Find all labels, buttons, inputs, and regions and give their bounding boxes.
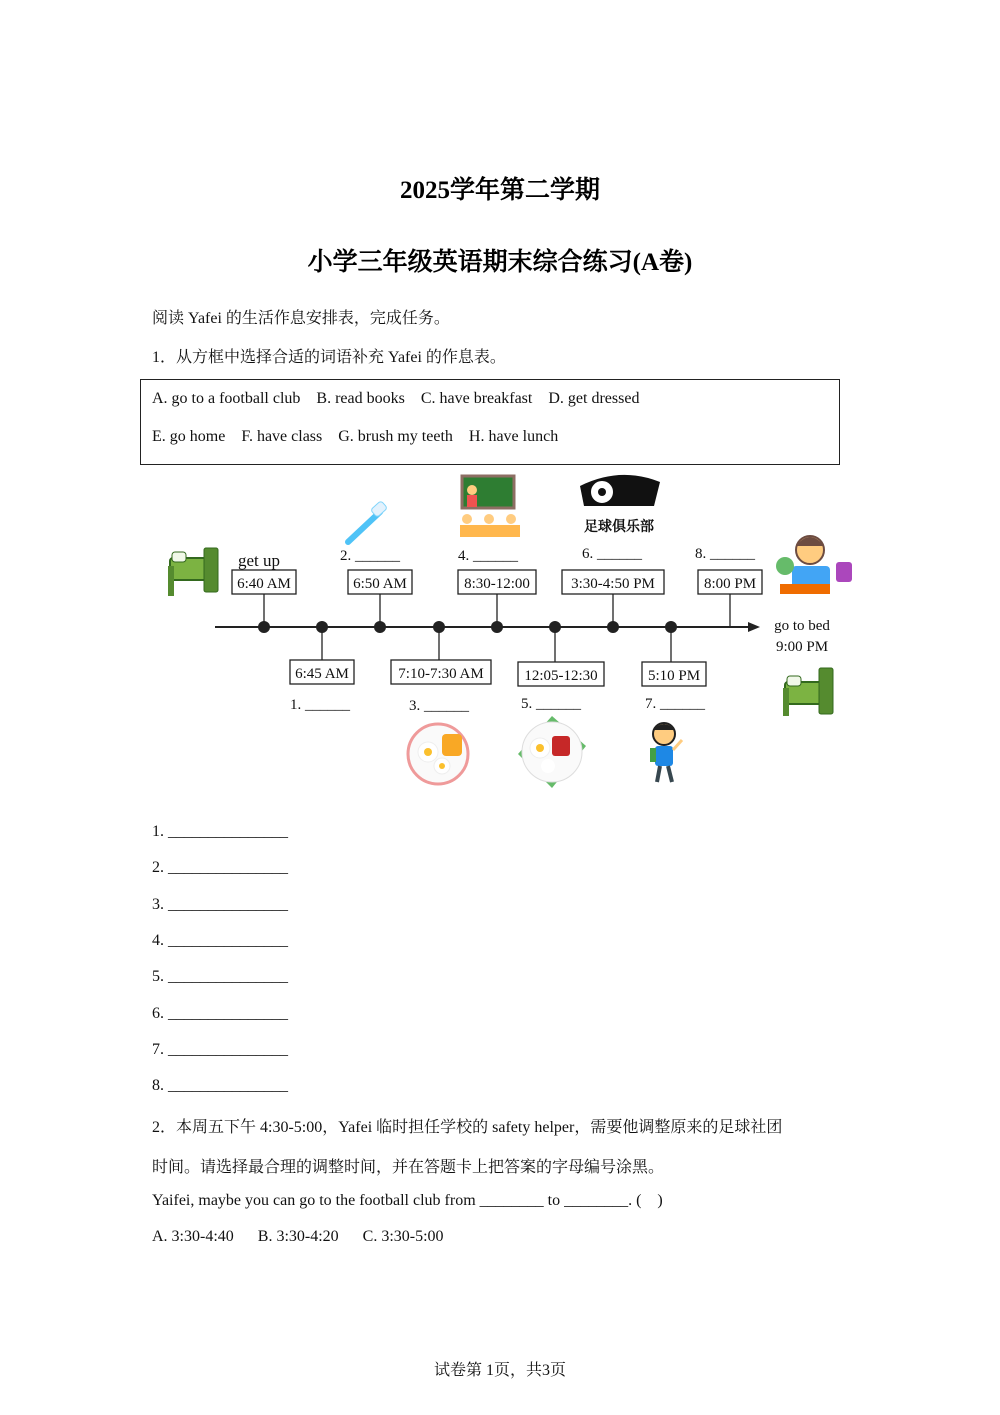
answer-line-3[interactable]: 3. _______________ bbox=[152, 896, 288, 913]
activity-label: get up bbox=[238, 551, 281, 570]
time-label: 6:50 AM bbox=[353, 576, 407, 592]
time-label: 5:10 PM bbox=[647, 668, 701, 684]
boy-reading-icon bbox=[776, 536, 852, 594]
time-label: 3:30-4:50 PM bbox=[571, 576, 655, 592]
question-2-choices: A. 3:30-4:40 B. 3:30-4:20 C. 3:30-5:00 bbox=[152, 1228, 444, 1245]
lunch-plate-icon bbox=[518, 716, 586, 788]
time-label: 12:05-12:30 bbox=[524, 668, 598, 684]
time-label: 9:00 PM bbox=[775, 639, 829, 655]
blank-label: 7. ______ bbox=[645, 696, 705, 712]
timeline-arrowhead bbox=[748, 622, 760, 632]
time-label: 6:45 AM bbox=[295, 666, 349, 682]
blank-label: 2. ______ bbox=[340, 548, 400, 564]
word-bank-box bbox=[140, 379, 840, 465]
schedule-timeline bbox=[160, 470, 860, 800]
exam-title: 小学三年级英语期末综合练习(A卷) bbox=[307, 249, 693, 276]
bed-icon bbox=[783, 668, 833, 716]
football-club-sign-icon bbox=[580, 475, 660, 535]
time-label: 6:40 AM bbox=[237, 576, 291, 592]
question-2-sentence: Yaifei, maybe you can go to the football club from ________ to ________. ( ) bbox=[152, 1192, 663, 1209]
answer-line-2[interactable]: 2. _______________ bbox=[152, 859, 288, 876]
time-label: 8:30-12:00 bbox=[464, 576, 530, 592]
answer-line-8[interactable]: 8. _______________ bbox=[152, 1077, 288, 1094]
question-2-prompt-line-2: 时间。请选择最合理的调整时间，并在答题卡上把答案的字母编号涂黑。 bbox=[152, 1159, 665, 1176]
question-1-prompt: 1．从方框中选择合适的词语补充 Yafei 的作息表。 bbox=[152, 349, 506, 366]
breakfast-plate-icon bbox=[408, 724, 468, 784]
reading-instruction: 阅读 Yafei 的生活作息安排表，完成任务。 bbox=[152, 310, 450, 327]
football-club-sign-text: 足球俱乐部 bbox=[584, 519, 654, 535]
answer-line-4[interactable]: 4. _______________ bbox=[152, 932, 288, 949]
page-footer: 试卷第 1页，共3页 bbox=[433, 1362, 566, 1379]
word-bank-row-1: A. go to a football club B. read books C. have breakfast D. get dressed bbox=[152, 390, 640, 407]
boy-walking-icon bbox=[650, 723, 682, 782]
answer-line-7[interactable]: 7. _______________ bbox=[152, 1041, 288, 1058]
blank-label: 6. ______ bbox=[582, 546, 642, 562]
time-label: 8:00 PM bbox=[703, 576, 757, 592]
toothbrush-icon bbox=[348, 501, 388, 542]
blank-label: 1. ______ bbox=[290, 697, 350, 713]
answer-line-6[interactable]: 6. _______________ bbox=[152, 1005, 288, 1022]
bed-icon bbox=[168, 548, 218, 596]
exam-term-title: 2025学年第二学期 bbox=[399, 177, 600, 204]
blank-label: 5. ______ bbox=[521, 696, 581, 712]
answer-line-5[interactable]: 5. _______________ bbox=[152, 968, 288, 985]
blank-label: 8. ______ bbox=[695, 546, 755, 562]
answer-line-1[interactable]: 1. _______________ bbox=[152, 823, 288, 840]
blank-label: 4. ______ bbox=[458, 548, 518, 564]
classroom-icon bbox=[460, 476, 520, 537]
time-label: 7:10-7:30 AM bbox=[398, 666, 484, 682]
question-2-prompt-line-1: 2．本周五下午 4:30-5:00，Yafei 临时担任学校的 safety helper，需要他调整原来的足球社团 bbox=[152, 1119, 783, 1136]
activity-label: go to bed bbox=[774, 618, 830, 634]
word-bank-row-2: E. go home F. have class G. brush my teeth H. have lunch bbox=[152, 428, 559, 445]
blank-label: 3. ______ bbox=[409, 698, 469, 714]
